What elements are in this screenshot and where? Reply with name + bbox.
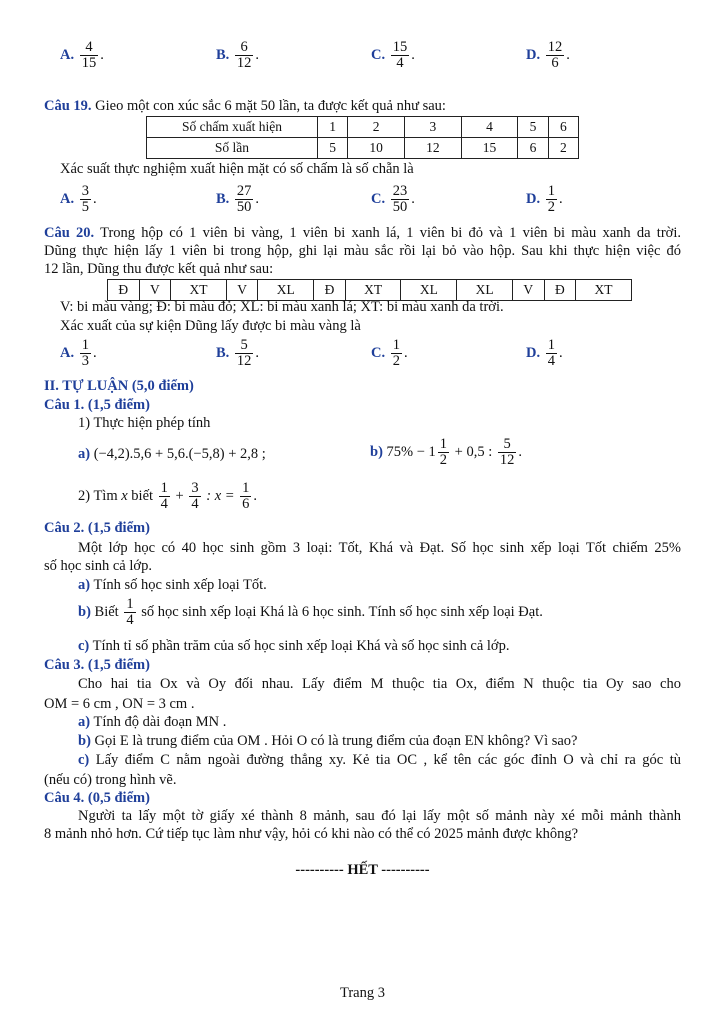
fraction: $\frac{1}{4}$ [126,596,134,629]
q18-option-d: D. $\frac{12}{6}$ . [526,39,570,72]
c1-b: b) 75% − 1 $\frac{1}{2}$ + 0,5 : $\frac{5}{12}$ . [370,436,523,469]
q20-legend: V: bi màu vàng; Đ: bi màu đỏ; XL: bi màu xanh lá; XT: bi màu xanh da trời. [60,299,504,315]
section-title: II. TỰ LUẬN (5,0 điểm) [44,378,194,394]
q19-dice-table: Số chấm xuất hiện 1 2 3 4 5 6 Số lần 5 10 12 15 6 2 [146,116,579,159]
fraction: $\frac{1}{6}$ [242,480,250,513]
q20-option-a: A. $\frac{1}{3}$ . [60,337,97,370]
q18-option-c: C. $\frac{15}{4}$ . [371,39,415,72]
c3-title: Câu 3. (1,5 điểm) [44,657,150,673]
q18-option-b: B. $\frac{6}{12}$ . [216,39,260,72]
q19-stem: Câu 19. Gieo một con xúc sắc 6 mặt 50 lần, ta được kết quả như sau: [44,98,446,114]
end-marker: ---------- HẾT ---------- [295,862,430,878]
fraction: $\frac{27}{50}$ [236,183,252,216]
fraction: $\frac{1}{3}$ [81,337,89,370]
c2-a: a) Tính số học sinh xếp loại Tốt. [78,577,267,593]
fraction: $\frac{3}{4}$ [191,480,199,513]
c4-title: Câu 4. (0,5 điểm) [44,790,150,806]
c3-line-1: Cho hai tia Ox và Oy đối nhau. Lấy điểm M thuộc tia Ox, điểm N thuộc tia Oy sao cho [78,676,681,692]
fraction: $\frac{1}{2}$ [439,436,448,469]
c1-title: Câu 1. (1,5 điểm) [44,397,150,413]
fraction: $\frac{1}{2}$ [547,183,555,216]
c2-line-2: số học sinh cả lớp. [44,558,152,574]
c3-a: a) Tính độ dài đoạn MN . [78,714,227,730]
fraction: $\frac{5}{12}$ [499,436,515,469]
fraction: $\frac{4}{15}$ [81,39,97,72]
q19-option-a: A. $\frac{3}{5}$ . [60,183,97,216]
fraction: $\frac{1}{4}$ [160,480,168,513]
fraction: $\frac{6}{12}$ [236,39,252,72]
c4-line-1: Người ta lấy một tờ giấy xé thành 8 mảnh, sau đó lại lấy một số mảnh này xé mỗi mảnh thành [78,808,681,824]
table-header: Số lần [147,138,318,159]
c1-part1: 1) Thực hiện phép tính [78,415,211,431]
q18-option-a: A. $\frac{4}{15}$ . [60,39,104,72]
option-label: A. [60,47,75,64]
fraction: $\frac{5}{12}$ [236,337,252,370]
q19-question: Xác suất thực nghiệm xuất hiện mặt có số chấm là số chẵn là [60,161,414,177]
q20-line-2: Dũng thực hiện lấy 1 viên bi trong hộp, ghi lại màu sắc rồi lại bỏ vào hộp. Sau khi thực hiện việc đó [44,243,681,259]
fraction: $\frac{1}{4}$ [547,337,555,370]
c2-line-1: Một lớp học có 40 học sinh gồm 3 loại: Tốt, Khá và Đạt. Số học sinh xếp loại Tốt chiếm 25% [78,540,681,556]
c4-line-2: 8 mảnh nhỏ hơn. Cứ tiếp tục làm như vậy, hỏi có khi nào có thể có 2025 mảnh được không? [44,826,579,842]
c1-a: a) (−4,2).5,6 + 5,6.(−5,8) + 2,8 ; [78,446,266,462]
fraction: $\frac{15}{4}$ [392,39,408,72]
q20-line-1: Câu 20. Trong hộp có 1 viên bi vàng, 1 viên bi xanh lá, 1 viên bi đỏ và 1 viên bi màu xanh da trời. [44,225,681,241]
fraction: $\frac{12}{6}$ [547,39,563,72]
fraction: $\frac{1}{2}$ [392,337,400,370]
c2-b: b) Biết $\frac{1}{4}$ số học sinh xếp loại Khá là 6 học sinh. Tính số học sinh xếp loại Đạt. [78,596,543,629]
q20-question: Xác xuất của sự kiện Dũng lấy được bi màu vàng là [60,318,361,334]
page-number: Trang 3 [340,985,385,1001]
fraction: $\frac{23}{50}$ [392,183,408,216]
table-header: Số chấm xuất hiện [147,117,318,138]
c3-b: b) Gọi E là trung điểm của OM . Hỏi O có là trung điểm của đoạn EN không? Vì sao? [78,733,578,749]
c3-line-2: OM = 6 cm , ON = 3 cm . [44,696,195,712]
c3-c: c) Lấy điểm C nằm ngoài đường thẳng xy. Kẻ tia OC , kể tên các góc đỉnh O và chỉ ra góc tù [78,752,681,768]
c2-title: Câu 2. (1,5 điểm) [44,520,150,536]
q19-option-d: D. $\frac{1}{2}$ . [526,183,563,216]
q19-option-b: B. $\frac{27}{50}$ . [216,183,260,216]
c2-c: c) Tính tỉ số phần trăm của số học sinh xếp loại Khá và số học sinh cả lớp. [78,638,510,654]
c1-part2: 2) Tìm x biết $\frac{1}{4}$ + $\frac{3}{4}$ : x = $\frac{1}{6}$ . [78,480,258,513]
q20-results-table: Đ V XT V XL Đ XT XL XL V Đ XT [107,279,632,301]
q20-option-b: B. $\frac{5}{12}$ . [216,337,260,370]
fraction: $\frac{3}{5}$ [81,183,89,216]
q20-option-c: C. $\frac{1}{2}$ . [371,337,408,370]
q19-option-c: C. $\frac{23}{50}$ . [371,183,415,216]
q20-option-d: D. $\frac{1}{4}$ . [526,337,563,370]
c3-c-cont: (nếu có) trong hình vẽ. [44,772,177,788]
q20-line-3: 12 lần, Dũng thu được kết quả như sau: [44,261,274,277]
